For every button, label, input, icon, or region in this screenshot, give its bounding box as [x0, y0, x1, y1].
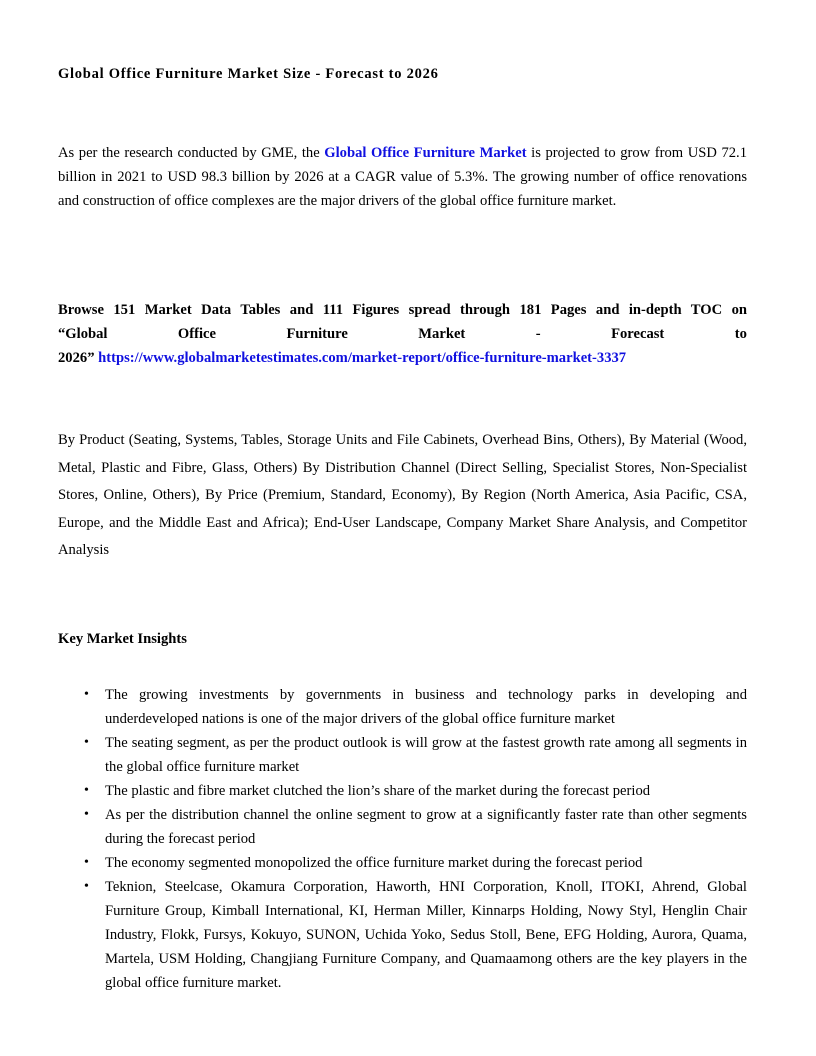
- bullet-icon: •: [84, 855, 89, 870]
- list-item-text: Teknion, Steelcase, Okamura Corporation, Haworth, HNI Corporation, Knoll, ITOKI, Ahrend, Global Furniture Group, Kimball International, KI, Herman Miller, Kinnarps Holding, Nowy Styl, Henglin Chair Industry, Flokk, Fursys, Kokuyo, SUNON, Uchida Yoko, Sedus Stoll, Bene, EFG Holding, Aurora, Quama, Martela, USM Holding, Changjiang Furniture Company, and Quamaamong others are the key players in the global office furniture market.: [105, 879, 747, 991]
- list-item-text: The economy segmented monopolized the office furniture market during the forecast period: [105, 855, 643, 871]
- browse-text-line-3: 2026”: [58, 350, 99, 366]
- page-title: Global Office Furniture Market Size - Forecast to 2026: [58, 66, 439, 82]
- list-item: [58, 803, 747, 851]
- browse-word: Furniture: [286, 326, 348, 342]
- list-item: [58, 683, 747, 731]
- browse-word: Market: [418, 326, 466, 342]
- list-item-text: The plastic and fibre market clutched the lion’s share of the market during the forecast period: [105, 783, 651, 799]
- list-item-text: The seating segment, as per the product outlook is will grow at the fastest growth rate among all segments in the global office furniture market: [105, 735, 747, 775]
- intro-text-after: is projected to grow from USD 72.1 billion in 2021 to USD 98.3 billion by 2026 at a CAGR value of 5.3%. The growing number of office renovations and construction of office complexes are the major drivers of the global office furniture market.: [58, 145, 747, 209]
- bullet-icon: •: [84, 783, 89, 798]
- insights-heading: Key Market Insights: [58, 631, 187, 647]
- browse-line-2: [58, 322, 747, 346]
- list-item: [58, 875, 747, 995]
- browse-word: Office: [177, 326, 217, 342]
- insights-list: [58, 683, 747, 995]
- browse-text-line-1: Browse 151 Market Data Tables and 111 Figures spread through 181 Pages and in-depth TOC on: [58, 302, 747, 318]
- browse-word: Forecast: [611, 326, 665, 342]
- bullet-icon: •: [84, 687, 89, 702]
- browse-line-3: [58, 346, 747, 370]
- intro-paragraph: [58, 141, 747, 213]
- bullet-icon: •: [84, 879, 89, 894]
- segments-paragraph: By Product (Seating, Systems, Tables, Storage Units and File Cabinets, Overhead Bins, Others), By Material (Wood, Metal, Plastic and Fibre, Glass, Others) By Distribution Channel (Direct Selling, Specialist Stores, Non-Specialist Stores, Online, Others), By Price (Premium, Standard, Economy), By Region (North America, Asia Pacific, CSA, Europe, and the Middle East and Africa); End-User Landscape, Company Market Share Analysis, and Competitor Analysis: [58, 432, 747, 559]
- list-item-text: As per the distribution channel the online segment to grow at a significantly faster rate than other segments during the forecast period: [105, 807, 747, 847]
- list-item: [58, 851, 747, 875]
- browse-word: -: [535, 326, 541, 342]
- list-item: [58, 779, 747, 803]
- browse-paragraph: [58, 298, 747, 370]
- market-report-link[interactable]: Global Office Furniture Market: [324, 145, 527, 161]
- browse-line-1: [58, 298, 747, 322]
- list-item: [58, 731, 747, 779]
- report-url-link[interactable]: https://www.globalmarketestimates.com/market-report/office-furniture-market-3337: [98, 350, 627, 366]
- bullet-icon: •: [84, 807, 89, 822]
- browse-word: “Global: [58, 326, 108, 342]
- bullet-icon: •: [84, 735, 89, 750]
- list-item-text: The growing investments by governments in business and technology parks in developing and underdeveloped nations is one of the major drivers of the global office furniture market: [105, 687, 747, 727]
- browse-word: to: [734, 326, 747, 342]
- intro-text-before: As per the research conducted by GME, the: [58, 145, 325, 161]
